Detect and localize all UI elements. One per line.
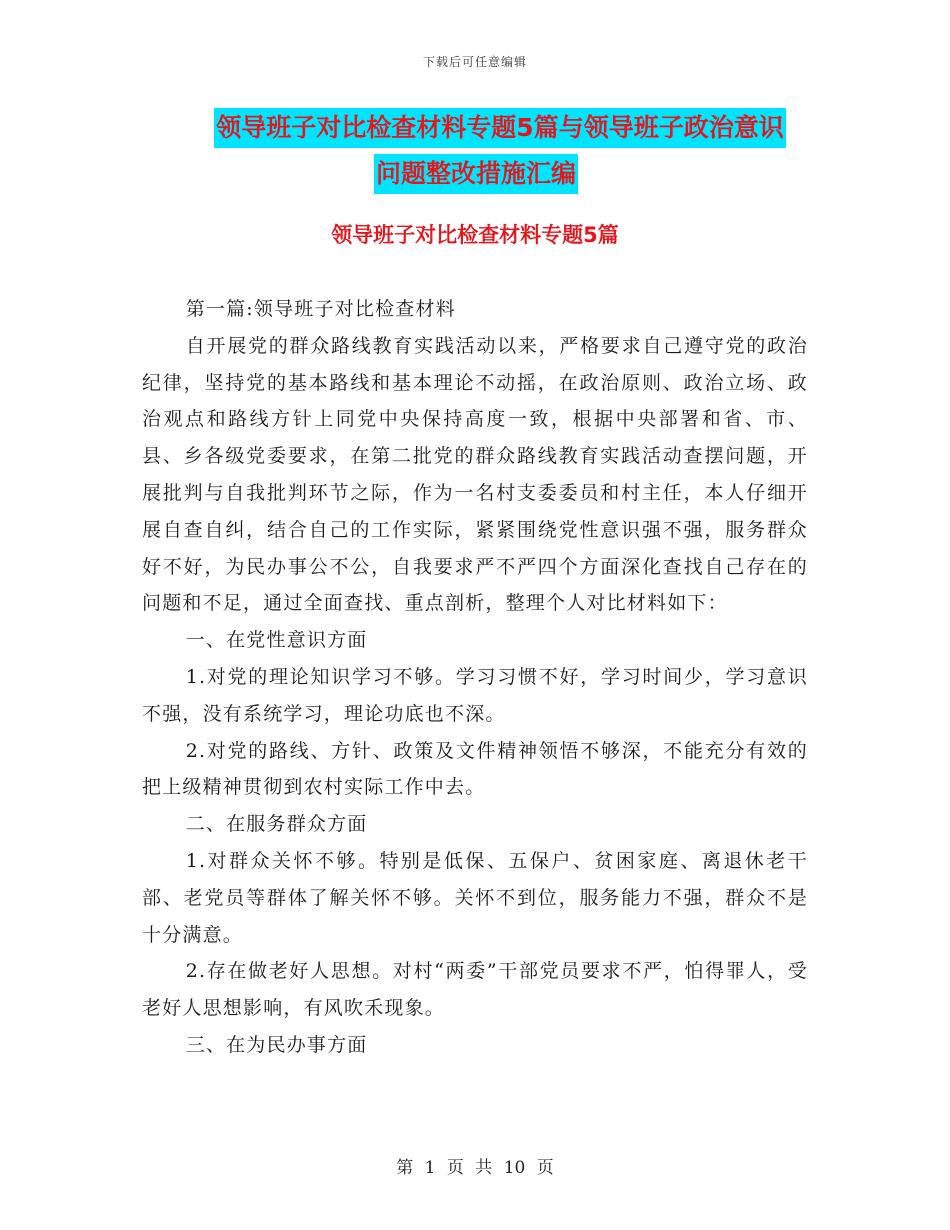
paragraph-item: 2.存在做老好人思想。对村“两委”干部党员要求不严，怕得罪人，受老好人思想影响，有风吹禾现象。 [142, 960, 808, 1020]
paragraph-item: 1.对群众关怀不够。特别是低保、五保户、贫困家庭、离退休老干部、老党员等群体了解关怀不够。关怀不到位，服务能力不强，群众不是十分满意。 [142, 849, 808, 946]
paragraph-item: 1.对党的理论知识学习不够。学习习惯不好，学习时间少，学习意识不强，没有系统学习，理论功底也不深。 [142, 665, 808, 725]
paragraph-chapter-heading: 第一篇:领导班子对比检查材料 [185, 298, 456, 320]
document-body [142, 291, 808, 1064]
paragraph-heading-serving-masses: 二、在服务群众方面 [185, 813, 368, 836]
document-title-line-2: 问题整改措施汇编 [374, 154, 578, 194]
document-title-line-1: 领导班子对比检查材料专题5篇与领导班子政治意识 [214, 108, 785, 148]
paragraph-intro: 自开展党的群众路线教育实践活动以来，严格要求自己遵守党的政治纪律，坚持党的基本路线和基本理论不动摇，在政治原则、政治立场、政治观点和路线方针上同党中央保持高度一致，根据中央部署和省、市、县、乡各级党委要求，在第二批党的群众路线教育实践活动查摆问题，开展批判与自我批判环节之际，作为一名村支委委员和村主任，本人仔细开展自查自纠，结合自己的工作实际，紧紧围绕党性意识强不强，服务群众好不好，为民办事公不公，自我要求严不严四个方面深化查找自己存在的问题和不足，通过全面查找、重点剖析，整理个人对比材料如下： [142, 334, 808, 615]
paragraph-item: 2.对党的路线、方针、政策及文件精神领悟不够深，不能充分有效的把上级精神贯彻到农村实际工作中去。 [142, 739, 808, 799]
paragraph-heading-party-awareness: 一、在党性意识方面 [185, 629, 368, 652]
page-header-note: 下载后可任意编辑 [422, 55, 527, 69]
page-number-footer: 第 1 页 共 10 页 [396, 1158, 554, 1178]
paragraph-heading-serving-people: 三、在为民办事方面 [185, 1033, 368, 1056]
section-title: 领导班子对比检查材料专题5篇 [331, 223, 619, 247]
